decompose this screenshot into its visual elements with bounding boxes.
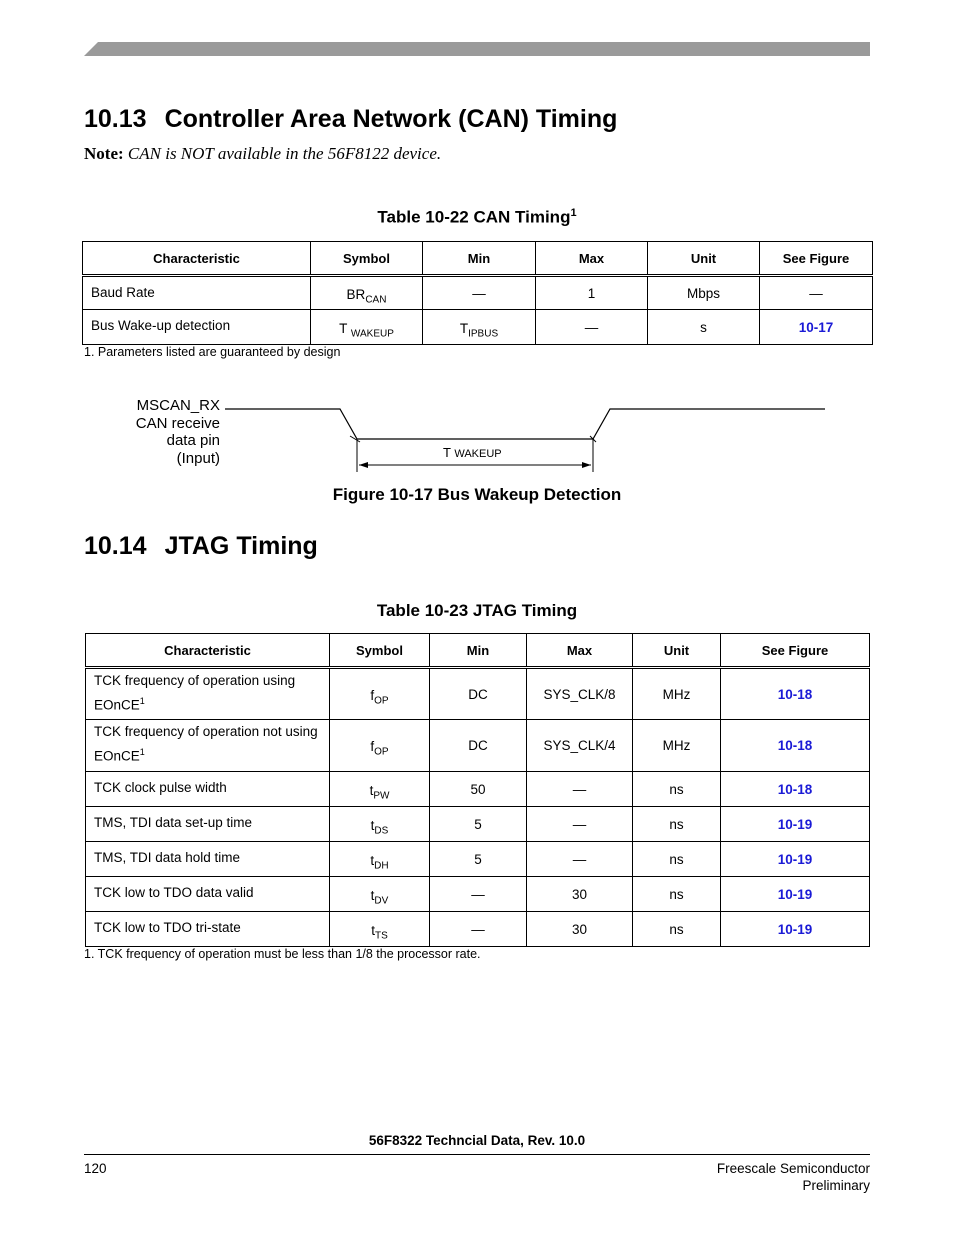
note-label: Note:	[84, 144, 124, 163]
col-header: See Figure	[760, 242, 873, 276]
col-header: Max	[536, 242, 648, 276]
can-table-footnote: 1. Parameters listed are guaranteed by design	[84, 345, 341, 359]
jtag-timing-table	[85, 633, 870, 947]
col-header: Unit	[648, 242, 760, 276]
figure-link[interactable]: 10-19	[721, 912, 870, 947]
col-header: Min	[423, 242, 536, 276]
wakeup-waveform	[220, 400, 830, 480]
table-row: TCK clock pulse width $t_{PW}$ 50 — ns 10-18	[86, 772, 870, 807]
table-header-row	[83, 242, 873, 276]
table-row: TCK frequency of operation not using EOnCE$^1$ $f_{OP}$ DC SYS_CLK/4 MHz 10-18	[86, 720, 870, 772]
table-row: Baud Rate $BR_{CAN}$ — 1 Mbps —	[83, 276, 873, 310]
table-row: TMS, TDI data hold time $t_{DH}$ 5 — ns 10-19	[86, 842, 870, 877]
footer-divider	[84, 1154, 870, 1155]
document-title: 56F8322 Techncial Data, Rev. 10.0	[368, 1133, 586, 1148]
figure-link[interactable]: 10-18	[721, 772, 870, 807]
header-banner	[84, 42, 870, 56]
col-header: Unit	[633, 634, 721, 668]
col-header: See Figure	[721, 634, 870, 668]
section-heading-can: 10.13 Controller Area Network (CAN) Timing	[84, 105, 618, 133]
table-row: TMS, TDI data set-up time $t_{DS}$ 5 — ns 10-19	[86, 807, 870, 842]
page-number: 120	[84, 1161, 107, 1176]
table-row: Bus Wake-up detection T $_{WAKEUP}$ $T_{IPBUS}$ — s 10-17	[83, 310, 873, 345]
figure-link[interactable]: 10-19	[721, 842, 870, 877]
figure-link[interactable]: 10-18	[721, 668, 870, 720]
table-header-row	[86, 634, 870, 668]
figure-caption: Figure 10-17 Bus Wakeup Detection	[332, 485, 622, 504]
company-name: Freescale Semiconductor	[716, 1161, 870, 1176]
figure-link[interactable]: 10-17	[760, 310, 873, 345]
document-status: Preliminary	[802, 1178, 870, 1193]
signal-label: MSCAN_RX CAN receive data pin (Input)	[135, 397, 220, 467]
col-header: Min	[430, 634, 527, 668]
col-header: Max	[527, 634, 633, 668]
can-table-caption: Table 10-22 CAN Timing$^1$	[377, 207, 577, 227]
figure-link[interactable]: 10-19	[721, 877, 870, 912]
interval-label: T WAKEUP	[443, 445, 502, 460]
col-header: Characteristic	[83, 242, 311, 276]
figure-link[interactable]: 10-18	[721, 720, 870, 772]
jtag-table-caption: Table 10-23 JTAG Timing	[376, 601, 578, 620]
table-row: TCK frequency of operation using EOnCE$^1$ $f_{OP}$ DC SYS_CLK/8 MHz 10-18	[86, 668, 870, 720]
col-header: Symbol	[330, 634, 430, 668]
table-row: TCK low to TDO tri-state $t_{TS}$ — 30 ns 10-19	[86, 912, 870, 947]
section-heading-jtag: 10.14 JTAG Timing	[84, 532, 318, 560]
table-row: TCK low to TDO data valid $t_{DV}$ — 30 ns 10-19	[86, 877, 870, 912]
note-text: CAN is NOT available in the 56F8122 device.	[127, 144, 442, 163]
col-header: Symbol	[311, 242, 423, 276]
figure-link[interactable]: 10-19	[721, 807, 870, 842]
col-header: Characteristic	[86, 634, 330, 668]
can-timing-table	[82, 241, 873, 345]
jtag-table-footnote: 1. TCK frequency of operation must be less than 1/8 the processor rate.	[84, 947, 481, 961]
note	[84, 144, 441, 164]
